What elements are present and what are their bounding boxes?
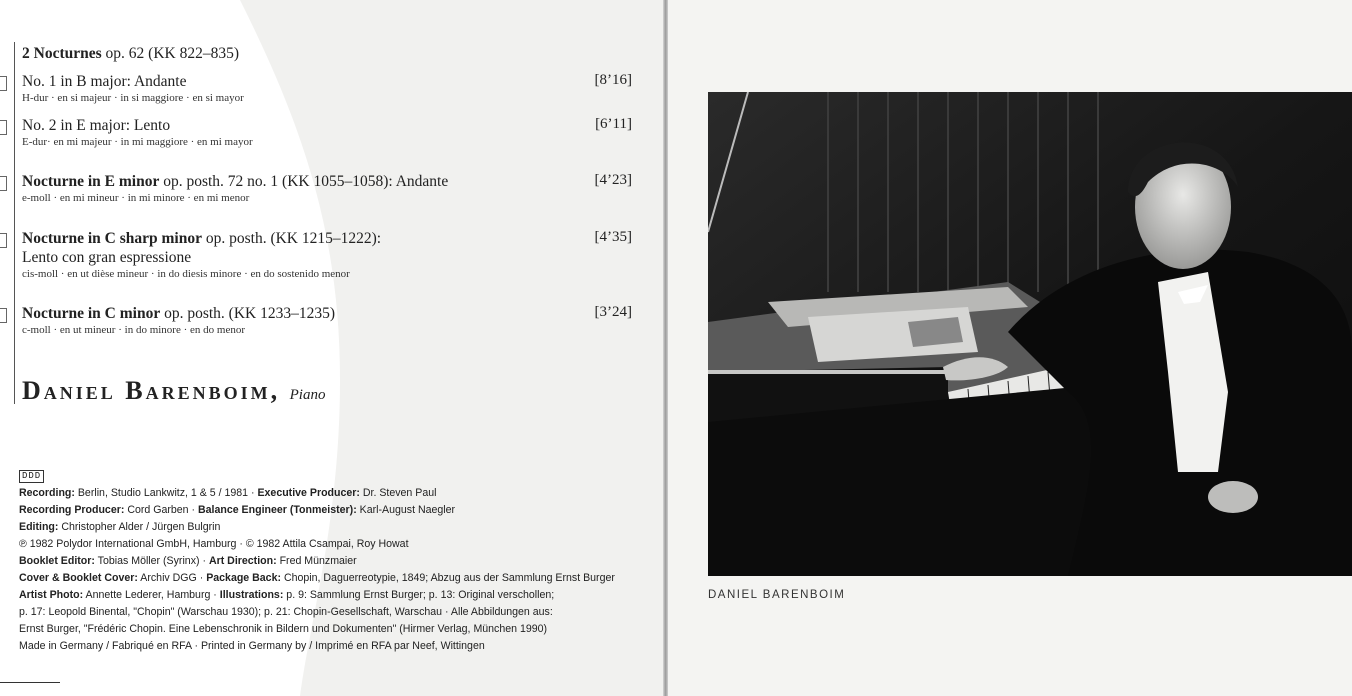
track-duration: [4’23] — [594, 172, 632, 188]
track-title-bold: Nocturne in E minor — [22, 173, 160, 190]
track-title-bold: Nocturne in C minor — [22, 305, 161, 322]
right-page — [668, 0, 1352, 696]
photo-caption: DANIEL BARENBOIM — [708, 589, 846, 601]
credit-label: Artist Photo: — [19, 589, 84, 601]
track-key-translations: c-moll · en ut mineur · in do minore · en do menor — [22, 324, 245, 336]
track-item — [22, 116, 632, 149]
credit-line — [19, 502, 649, 519]
track-number-marker — [0, 76, 7, 91]
credit-label: Package Back: — [206, 572, 281, 584]
track-duration: [6’11] — [595, 116, 632, 132]
credit-label: Editing: — [19, 521, 59, 533]
credit-label: Executive Producer: — [257, 487, 360, 499]
track-number-marker — [0, 308, 7, 323]
track-title-rest: op. posth. (KK 1215–1222): — [201, 230, 382, 247]
credit-label: Recording: — [19, 487, 75, 499]
credit-line — [19, 536, 649, 553]
track-title — [22, 172, 632, 191]
credit-line — [19, 485, 649, 502]
credit-value: Ernst Burger, "Frédéric Chopin. Eine Lebenschronik in Bildern und Dokumenten" (Hirmer Verlag, München 1990) — [19, 623, 548, 635]
production-credits — [19, 485, 649, 655]
artist-photo — [708, 92, 1352, 576]
track-item — [22, 304, 632, 337]
track-title-rest: No. 2 in E major: Lento — [22, 117, 171, 134]
credit-value: Annette Lederer, Hamburg · — [83, 589, 220, 601]
track-title — [22, 304, 632, 323]
track-key-translations: H-dur · en si majeur · in si maggiore · en si mayor — [22, 92, 244, 104]
credit-label: Balance Engineer (Tonmeister): — [197, 504, 357, 516]
artist-role: Piano — [289, 387, 326, 403]
track-item — [22, 172, 632, 205]
track-duration: [8’16] — [594, 72, 632, 88]
credit-line — [19, 621, 649, 638]
track-title — [22, 72, 632, 91]
track-title — [22, 44, 632, 63]
credit-value: p. 9: Sammlung Ernst Burger; p. 13: Original verschollen; — [283, 589, 555, 601]
track-item — [22, 229, 632, 281]
track-number-marker — [0, 176, 7, 191]
track-title-rest: op. posth. (KK 1233–1235) — [160, 305, 336, 322]
credit-value: Fred Münzmaier — [276, 555, 357, 567]
track-key-translations: e-moll · en mi mineur · in mi minore · en mi menor — [22, 192, 250, 204]
track-list-rule — [14, 42, 15, 404]
track-duration: [4’35] — [594, 229, 632, 245]
credit-line — [19, 519, 649, 536]
track-title-rest: op. 62 (KK 822–835) — [101, 45, 239, 62]
pianist-at-piano-image — [708, 92, 1352, 576]
track-number-marker — [0, 233, 7, 248]
credit-label: Illustrations: — [219, 589, 284, 601]
credit-line — [19, 604, 649, 621]
credit-value: Berlin, Studio Lankwitz, 1 & 5 / 1981 · — [74, 487, 258, 499]
track-title — [22, 229, 632, 248]
credit-value: Christopher Alder / Jürgen Bulgrin — [58, 521, 221, 533]
track-key-translations: cis-moll · en ut dièse mineur · in do diesis minore · en do sostenido menor — [22, 268, 350, 280]
track-item — [22, 72, 632, 105]
credit-value: ℗ 1982 Polydor International GmbH, Hamburg · © 1982 Attila Csampai, Roy Howat — [19, 538, 409, 550]
track-duration: [3’24] — [594, 304, 632, 320]
track-title-bold: 2 Nocturnes — [22, 45, 102, 62]
credit-line — [19, 570, 649, 587]
artist-name: Daniel Barenboim, — [22, 376, 281, 405]
credit-line — [19, 587, 649, 604]
track-title-bold: Nocturne in C sharp minor — [22, 230, 202, 247]
track-key-translations: E-dur· en mi majeur · in mi maggiore · en mi mayor — [22, 136, 253, 148]
artist-credit — [22, 376, 325, 406]
track-title-rest: op. posth. 72 no. 1 (KK 1055–1058): Andante — [159, 173, 449, 190]
credit-label: Recording Producer: — [19, 504, 125, 516]
credit-line — [19, 638, 649, 655]
credit-value: Dr. Steven Paul — [359, 487, 437, 499]
credit-label: Art Direction: — [208, 555, 277, 567]
credit-value: Chopin, Daguerreotypie, 1849; Abzug aus der Sammlung Ernst Burger — [281, 572, 615, 584]
track-item — [22, 44, 632, 63]
left-page — [0, 0, 663, 696]
ddd-code-badge: DDD — [19, 470, 44, 483]
track-number-marker — [0, 120, 7, 135]
credit-value: Tobias Möller (Syrinx) · — [94, 555, 209, 567]
credit-value: Karl-August Naegler — [356, 504, 456, 516]
credit-value: Made in Germany / Fabriqué en RFA · Printed in Germany by / Imprimé en RFA par Neef, Wittingen — [19, 640, 485, 652]
credit-value: Archiv DGG · — [137, 572, 207, 584]
credit-value: Cord Garben · — [124, 504, 198, 516]
track-title — [22, 116, 632, 135]
track-title-rest: No. 1 in B major: Andante — [22, 73, 187, 90]
track-tempo: Lento con gran espressione — [22, 249, 192, 266]
credit-label: Cover & Booklet Cover: — [19, 572, 138, 584]
credit-line — [19, 553, 649, 570]
credit-label: Booklet Editor: — [19, 555, 95, 567]
page-bottom-rule — [0, 682, 60, 683]
credit-value: p. 17: Leopold Binental, "Chopin" (Warschau 1930); p. 21: Chopin-Gesellschaft, Warschau · Alle Abbildungen aus: — [19, 606, 553, 618]
